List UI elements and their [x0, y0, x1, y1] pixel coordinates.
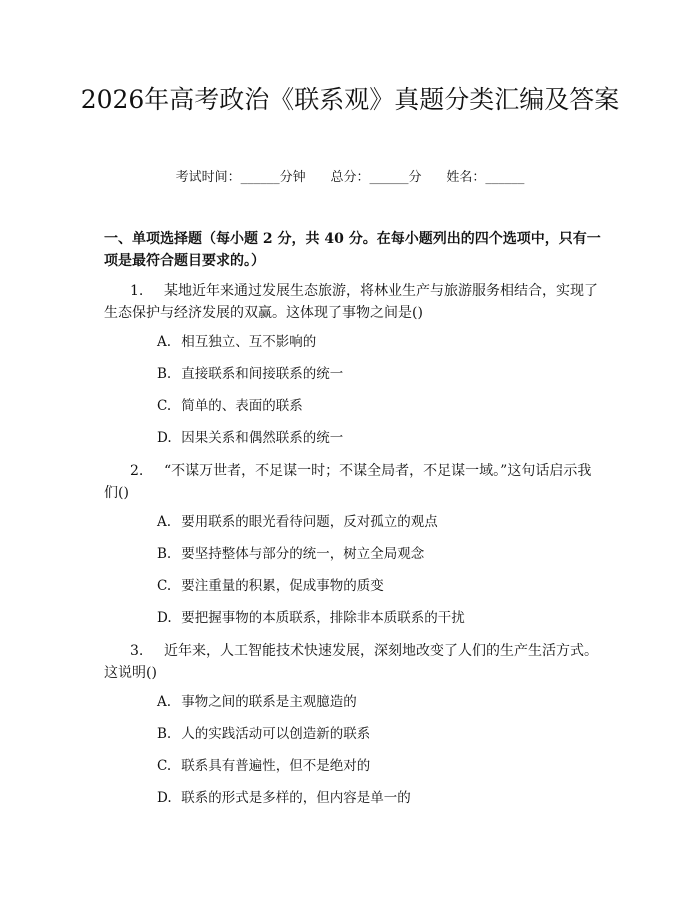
option-letter: C.	[157, 758, 172, 774]
option-letter: D.	[157, 790, 172, 806]
question-text: “不谋万世者，不足谋一时；不谋全局者，不足谋一域。”这句话启示我们()	[104, 463, 592, 501]
option-text: 联系具有普遍性，但不是绝对的	[181, 758, 371, 774]
question-2-option-a	[157, 512, 597, 532]
question-text: 近年来，人工智能技术快速发展，深刻地改变了人们的生产生活方式。这说明()	[104, 643, 598, 681]
option-letter: B.	[157, 546, 172, 562]
option-text: 要坚持整体与部分的统一，树立全局观念	[181, 546, 425, 562]
option-text: 要用联系的眼光看待问题，反对孤立的观点	[181, 514, 438, 530]
score-label: 总分：	[330, 170, 370, 185]
option-text: 直接联系和间接联系的统一	[181, 366, 344, 382]
option-text: 相互独立、互不影响的	[181, 334, 317, 350]
option-text: 要注重量的积累，促成事物的质变	[181, 578, 384, 594]
exam-info-line	[0, 168, 700, 188]
question-1-option-a	[157, 332, 597, 352]
option-text: 因果关系和偶然联系的统一	[181, 430, 344, 446]
option-letter: D.	[157, 610, 172, 626]
document-title: 2026年高考政治《联系观》真题分类汇编及答案	[80, 85, 620, 114]
question-1-option-c	[157, 396, 597, 416]
score-blank: ______	[369, 170, 409, 185]
time-unit: 分钟	[279, 170, 306, 185]
question-3-option-d	[157, 788, 597, 808]
option-letter: B.	[157, 366, 172, 382]
option-text: 要把握事物的本质联系，排除非本质联系的干扰	[181, 610, 465, 626]
question-1	[104, 280, 604, 324]
option-letter: A.	[157, 694, 172, 710]
question-2	[104, 460, 604, 504]
score-unit: 分	[408, 170, 422, 185]
question-1-option-d	[157, 428, 597, 448]
option-text: 事物之间的联系是主观臆造的	[181, 694, 357, 710]
question-number: 2.	[130, 463, 144, 479]
question-3-option-b	[157, 724, 597, 744]
question-3-option-c	[157, 756, 597, 776]
name-blank: ______	[485, 170, 525, 185]
time-label: 考试时间：	[175, 170, 241, 185]
question-3	[104, 640, 604, 684]
option-letter: C.	[157, 578, 172, 594]
option-letter: D.	[157, 430, 172, 446]
option-text: 简单的、表面的联系	[181, 398, 303, 414]
question-number: 3.	[130, 643, 144, 659]
question-2-option-b	[157, 544, 597, 564]
question-3-option-a	[157, 692, 597, 712]
section-heading: 一、单项选择题（每小题 2 分，共 40 分。在每小题列出的四个选项中，只有一项是最符合题目要求的。）	[104, 231, 601, 269]
option-letter: A.	[157, 334, 172, 350]
option-text: 人的实践活动可以创造新的联系	[181, 726, 371, 742]
question-1-option-b	[157, 364, 597, 384]
time-blank: ______	[240, 170, 280, 185]
question-2-option-d	[157, 608, 597, 628]
option-letter: B.	[157, 726, 172, 742]
option-letter: C.	[157, 398, 172, 414]
name-label: 姓名：	[446, 170, 486, 185]
question-2-option-c	[157, 576, 597, 596]
option-text: 联系的形式是多样的，但内容是单一的	[181, 790, 411, 806]
question-text: 某地近年来通过发展生态旅游，将林业生产与旅游服务相结合，实现了生态保护与经济发展的双赢。这体现了事物之间是()	[104, 283, 598, 321]
option-letter: A.	[157, 514, 172, 530]
question-number: 1.	[130, 283, 144, 299]
